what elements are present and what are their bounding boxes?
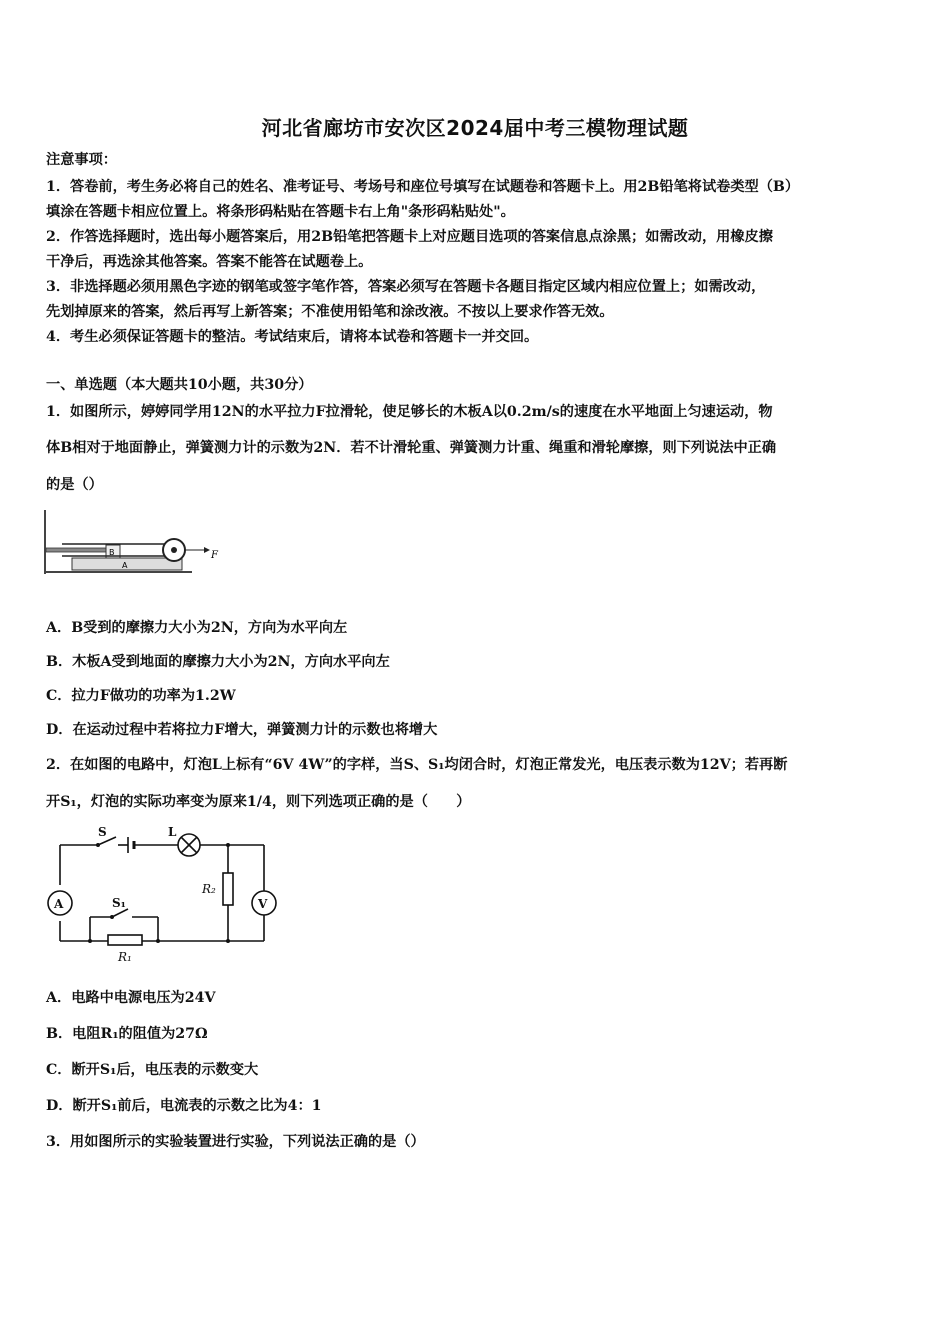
question-1-text: 1．如图所示，婷婷同学用12N的水平拉力F拉滑轮，使足够长的木板A以0.2m/s的速度在水平地面上匀速运动，物 bbox=[46, 404, 773, 420]
r2-label: R₂ bbox=[202, 882, 216, 896]
junction-dot bbox=[110, 915, 114, 919]
notice-heading: 注意事项： bbox=[46, 152, 117, 168]
switch-s1 bbox=[112, 909, 128, 917]
wall bbox=[44, 510, 46, 574]
q1-option-c: C．拉力F做功的功率为1.2W bbox=[46, 688, 236, 704]
q2-option-d: D．断开S₁前后，电流表的示数之比为4：1 bbox=[46, 1098, 322, 1114]
q2-option-a: A．电路中电源电压为24V bbox=[46, 990, 216, 1006]
ammeter-label: A bbox=[54, 897, 64, 911]
notice-line: 填涂在答题卡相应位置上。将条形码粘贴在答题卡右上角"条形码粘贴处"。 bbox=[46, 204, 515, 220]
q2-option-c: C．断开S₁后，电压表的示数变大 bbox=[46, 1062, 259, 1078]
question-1-text: 体B相对于地面静止，弹簧测力计的示数为2N．若不计滑轮重、弹簧测力计重、绳重和滑轮摩擦，则下列说法中正确 bbox=[46, 440, 777, 456]
lamp-label: L bbox=[168, 825, 177, 839]
q1-option-d: D．在运动过程中若将拉力F增大，弹簧测力计的示数也将增大 bbox=[46, 722, 438, 738]
circuit-figure bbox=[46, 825, 282, 967]
block-b-label: B bbox=[109, 548, 115, 557]
r1-label: R₁ bbox=[118, 950, 132, 964]
notice-line: 1．答卷前，考生务必将自己的姓名、准考证号、考场号和座位号填写在试题卷和答题卡上。用2B铅笔将试卷类型（B） bbox=[46, 179, 800, 195]
question-1-text: 的是（） bbox=[46, 477, 103, 493]
pulley-plank-figure bbox=[42, 508, 222, 580]
switch-s1-label: S₁ bbox=[112, 896, 126, 910]
notice-line: 2．作答选择题时，选出每小题答案后，用2B铅笔把答题卡上对应题目选项的答案信息点涂黑；如需改动，用橡皮擦 bbox=[46, 229, 773, 245]
notice-line: 干净后，再选涂其他答案。答案不能答在试题卷上。 bbox=[46, 254, 373, 270]
question-3-text: 3．用如图所示的实验装置进行实验，下列说法正确的是（） bbox=[46, 1134, 425, 1150]
notice-line: 4．考生必须保证答题卡的整洁。考试结束后，请将本试卷和答题卡一并交回。 bbox=[46, 329, 539, 345]
force-arrow-head bbox=[204, 547, 210, 553]
plank-a-label: A bbox=[122, 561, 128, 570]
q1-option-b: B．木板A受到地面的摩擦力大小为2N，方向水平向左 bbox=[46, 654, 390, 670]
junction-dot bbox=[226, 939, 230, 943]
q1-option-a: A．B受到的摩擦力大小为2N，方向为水平向左 bbox=[46, 620, 348, 636]
resistor-r1 bbox=[108, 935, 142, 945]
force-label: F bbox=[211, 550, 218, 561]
junction-dot bbox=[88, 939, 92, 943]
pulley-axle bbox=[171, 547, 177, 553]
junction-dot bbox=[96, 843, 100, 847]
question-2-text: 2．在如图的电路中，灯泡L上标有“6V 4W”的字样，当S、S₁均闭合时，灯泡正常发光，电压表示数为12V；若再断 bbox=[46, 757, 788, 773]
question-2-text: 开S₁，灯泡的实际功率变为原来1/4，则下列选项正确的是（ ） bbox=[46, 794, 471, 810]
notice-line: 先划掉原来的答案，然后再写上新答案；不准使用铅笔和涂改液。不按以上要求作答无效。 bbox=[46, 304, 614, 320]
switch-s-label: S bbox=[98, 825, 107, 839]
resistor-r2 bbox=[223, 873, 233, 905]
section-heading: 一、单选题（本大题共10小题，共30分） bbox=[46, 377, 313, 393]
notice-line: 3．非选择题必须用黑色字迹的钢笔或签字笔作答，答案必须写在答题卡各题目指定区域内相应位置上；如需改动， bbox=[46, 279, 766, 295]
page-title: 河北省廊坊市安次区2024届中考三模物理试题 bbox=[261, 116, 689, 140]
q2-option-b: B．电阻R₁的阻值为27Ω bbox=[46, 1026, 208, 1042]
voltmeter-label: V bbox=[258, 897, 268, 911]
junction-dot bbox=[156, 939, 160, 943]
junction-dot bbox=[226, 843, 230, 847]
spring-scale bbox=[46, 548, 106, 552]
